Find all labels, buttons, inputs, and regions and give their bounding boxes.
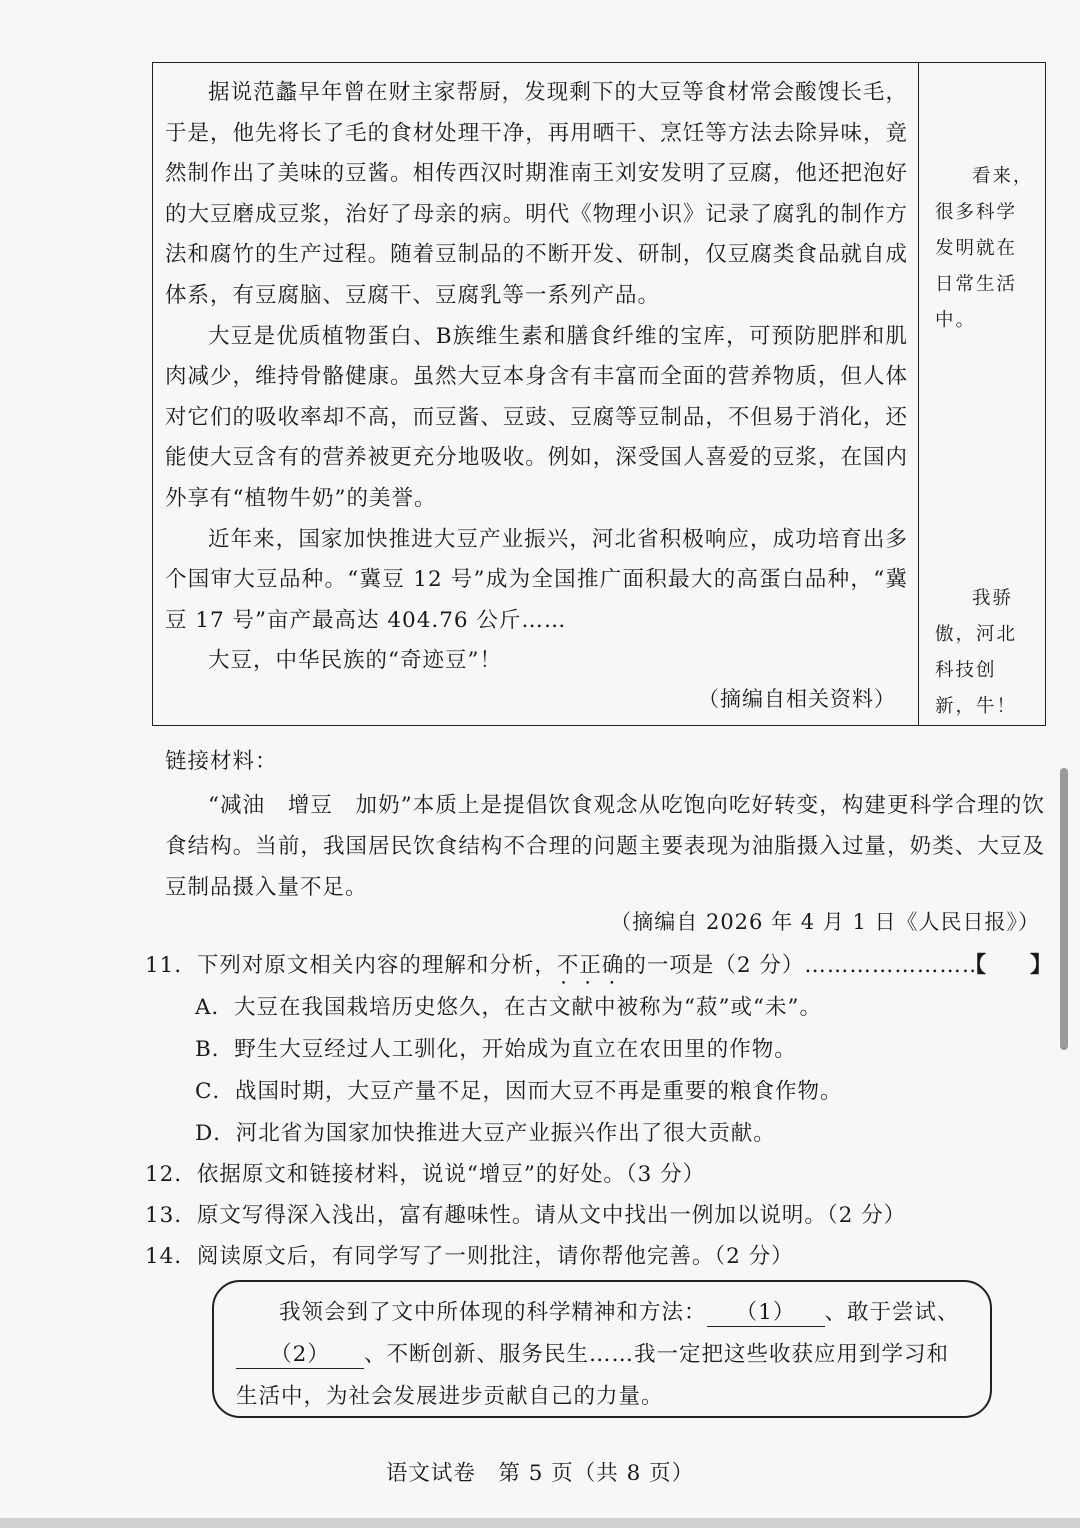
annotation-text [236,1292,970,1418]
annotation-part-2: 、敢于尝试、 [824,1300,960,1325]
question-11-prefix: 11．下列对原文相关内容的理解和分析， [145,953,557,978]
link-material-source: （摘编自 2026 年 4 月 1 日《人民日报》） [610,910,1040,934]
passage-paragraph-1: 据说范蠡早年曾在财主家帮厨，发现剩下的大豆等食材常会酸馊长毛，于是，他先将长了毛的食材处理干净，再用晒干、烹饪等方法去除异味，竟然制作出了美味的豆酱。相传西汉时期淮南王刘安发明了豆腐，他还把泡好的大豆磨成豆浆，治好了母亲的病。明代《物理小识》记录了腐乳的制作方法和腐竹的生产过程。随着豆制品的不断开发、研制，仅豆腐类食品就自成体系，有豆腐脑、豆腐干、豆腐乳等一系列产品。 [165,80,908,308]
answer-bracket[interactable]: 【 】 [964,952,1053,978]
option-c: C．战国时期，大豆产量不足，因而大豆不再是重要的粮食作物。 [195,1079,843,1104]
question-11-suffix: 的一项是（2 分）…………………… [624,953,985,978]
annotation-part-1: 我领会到了文中所体现的科学精神和方法： [279,1300,707,1325]
scrollbar-thumb[interactable] [1060,768,1068,1050]
option-a: A．大豆在我国栽培历史悠久，在古文献中被称为“菽”或“未”。 [195,995,822,1020]
link-material-title: 链接材料： [165,749,278,774]
margin-annotation-2-text: 我骄傲，河北科技创新，牛！ [935,588,1018,717]
passage-paragraph-2: 大豆是优质植物蛋白、B族维生素和膳食纤维的宝库，可预防肥胖和肌肉减少，维持骨骼健康。虽然大豆本身含有丰富而全面的营养物质，但人体对它们的吸收率却不高，而豆酱、豆豉、豆腐等豆制品，不但易于消化，还能使大豆含有的营养被更充分地吸收。例如，深受国人喜爱的豆浆，在国内外享有“植物牛奶”的美誉。 [165,323,908,511]
annotation-answer-box [212,1280,992,1418]
question-11 [145,948,984,979]
question-12: 12．依据原文和链接材料，说说“增豆”的好处。（3 分） [145,1162,706,1187]
bottom-edge-bar [0,1518,1080,1528]
option-b: B．野生大豆经过人工驯化，开始成为直立在农田里的作物。 [195,1037,797,1062]
passage-paragraph-4: 大豆，中华民族的“奇迹豆”！ [208,648,502,674]
blank-1[interactable]: （1） [707,1300,825,1327]
passage-box [152,62,1046,726]
margin-annotation-1-text: 看来，很多科学发明就在日常生活中。 [935,166,1034,331]
link-material-body: “减油 增豆 加奶”本质上是提倡饮食观念从吃饱向吃好转变，构建更科学合理的饮食结构。当前，我国居民饮食结构不合理的问题主要表现为油脂摄入过量，奶类、大豆及豆制品摄入量不足。 [165,793,1045,900]
option-d: D．河北省为国家加快推进大豆产业振兴作出了很大贡献。 [195,1121,776,1146]
annotation-part-3: 、不断创新、服务民生……我一定把这些收获应用到学习和生活中，为社会发展进步贡献自己的力量。 [236,1342,950,1409]
page-footer: 语文试卷 第 5 页（共 8 页） [385,1461,695,1486]
passage-paragraph-3: 近年来，国家加快推进大豆产业振兴，河北省积极响应，成功培育出多个国审大豆品种。“冀豆 12 号”成为全国推广面积最大的高蛋白品种，“冀豆 17 号”亩产最高达 404.76 公斤…… [165,526,908,633]
blank-2[interactable]: （2） [236,1342,364,1369]
question-11-emphasis: 不正确 • • • [557,953,625,978]
margin-annotation-1 [935,159,1035,339]
question-13: 13．原文写得深入浅出，富有趣味性。请从文中找出一例加以说明。（2 分） [145,1203,907,1228]
passage-source: （摘编自相关资料） [698,687,896,711]
margin-annotation-2 [935,581,1035,725]
question-14: 14．阅读原文后，有同学写了一则批注，请你帮他完善。（2 分） [145,1244,794,1269]
passage-main-text [153,63,919,725]
